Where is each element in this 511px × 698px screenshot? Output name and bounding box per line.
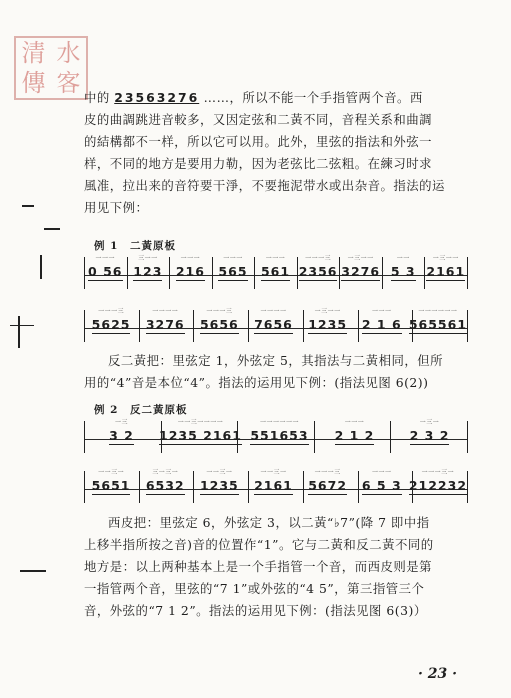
measure	[138, 466, 192, 506]
fingering-marks: 一一一三	[206, 308, 233, 315]
measure	[339, 252, 382, 292]
bar-line	[424, 257, 425, 289]
bar-line	[193, 471, 194, 503]
bar-line	[139, 471, 140, 503]
measure	[425, 252, 468, 292]
fingering-marks: 一一一	[180, 255, 201, 262]
measure-notes: 3 2	[109, 428, 134, 443]
bar-line	[390, 421, 391, 453]
text-line: 皮的曲調跳进音較多，又因定弦和二黃不同，音程关系和曲調	[84, 112, 433, 127]
measure-notes: 2161	[254, 478, 293, 493]
measure	[301, 305, 355, 345]
example-1-staff-2	[84, 305, 467, 345]
bar-line	[84, 421, 85, 453]
bar-line	[193, 310, 194, 342]
measure-notes: 565	[218, 264, 248, 279]
measure-notes: 2 3 2	[409, 428, 450, 443]
collector-seal	[14, 36, 88, 100]
jianpu-notes: 23563276	[114, 90, 200, 105]
bar-line	[467, 421, 468, 453]
bar-line	[84, 471, 85, 503]
measure-notes: 2356	[298, 264, 338, 279]
measure	[159, 416, 242, 456]
seal-char: 水	[56, 39, 81, 67]
fingering-marks: 一一一三	[98, 308, 125, 315]
measure-notes: 7656	[254, 317, 293, 332]
measure-notes: 5625	[91, 317, 131, 332]
fingering-marks: 一一一一	[152, 308, 179, 315]
measure-notes: 1235 2161	[159, 428, 242, 443]
text-line: 風准，拉出来的音符要干淨，不要拖泥带水或出杂音。指法的运	[84, 178, 445, 193]
bar-line	[303, 471, 304, 503]
measure	[84, 252, 127, 292]
fingering-marks: 一一三一	[260, 469, 287, 476]
measure	[192, 466, 246, 506]
bar-line	[297, 257, 298, 289]
margin-mark	[44, 228, 60, 230]
example-2-staff-1	[84, 416, 467, 456]
bar-line	[339, 257, 340, 289]
paragraph-3	[84, 512, 464, 622]
measure	[138, 305, 192, 345]
measure	[127, 252, 170, 292]
fingering-marks: 一一三一一一一	[177, 419, 224, 426]
example-2-label: 例 2 反二黃原板	[94, 404, 188, 416]
example-2-staff-2	[84, 466, 467, 506]
fingering-marks: 一一一三	[314, 469, 341, 476]
fingering-marks: 一一一	[95, 255, 116, 262]
text-line: 的結構都不一样，所以它可以用。此外，里弦的指法和外弦一	[84, 134, 433, 149]
measure-notes: 216	[175, 264, 205, 279]
seal-char: 清	[21, 39, 46, 67]
measure-notes: 3276	[145, 317, 185, 332]
text-line: 样，不同的地方是要用力勒，因为老弦比二弦粗。在練习时求	[84, 156, 433, 171]
fingering-marks: 一一一一一一	[259, 419, 299, 426]
measure-notes: 2161	[426, 264, 466, 279]
bar-line	[139, 310, 140, 342]
bar-line	[412, 471, 413, 503]
measure	[84, 466, 138, 506]
measure	[409, 466, 467, 506]
measure	[242, 416, 317, 456]
bar-line	[248, 471, 249, 503]
fingering-marks: 一三一一	[432, 255, 459, 262]
fingering-marks: 一三一	[419, 419, 440, 426]
measure	[317, 416, 392, 456]
measure-notes: 6532	[145, 478, 185, 493]
measure-notes: 5656	[199, 317, 239, 332]
text-line: 一指管两个音，里弦的“7 1”或外弦的“4 5”，第三指管三个	[84, 581, 425, 596]
measure	[355, 466, 409, 506]
fingering-marks: 三一一	[138, 255, 158, 262]
fingering-marks: 一一一	[223, 255, 243, 262]
bar-line	[212, 257, 213, 289]
measure	[192, 305, 246, 345]
measure-notes: 561	[260, 264, 291, 279]
bar-line	[314, 421, 315, 453]
fingering-marks: 一一三一	[206, 469, 233, 476]
bar-line	[412, 310, 413, 342]
measure	[212, 252, 255, 292]
text-line: 音，外弦的“7 1 2”。指法的运用见下例：(指法见图 6(3)）	[84, 603, 427, 618]
measure	[84, 416, 159, 456]
bar-line	[254, 257, 255, 289]
text-line: 上移半指所按之音)音的位置作“1”。它与二黃和反二黃不同的	[84, 537, 434, 552]
text-line-prefix: 中的	[84, 90, 110, 105]
margin-mark	[18, 316, 20, 348]
fingering-marks: 一三一一	[347, 255, 374, 262]
bar-line	[358, 310, 359, 342]
bar-line	[84, 310, 85, 342]
measure	[297, 252, 340, 292]
fingering-marks: 一一一	[372, 469, 392, 476]
margin-mark	[20, 570, 46, 572]
text-line: 反二黃把：里弦定 1，外弦定 5，其指法与二黃相同，但所	[108, 353, 444, 368]
fingering-marks: 一三一一	[314, 308, 341, 315]
fingering-marks: 一一一一一一	[418, 308, 458, 315]
fingering-marks: 一一一一	[260, 308, 287, 315]
fingering-marks: 一一一三一	[421, 469, 455, 476]
measure-notes: 2 1 6	[361, 317, 402, 332]
measure-notes: 1235	[308, 317, 348, 332]
bar-line	[467, 257, 468, 289]
measure	[246, 305, 300, 345]
fingering-marks: 一一三一	[98, 469, 125, 476]
page-number: · 23 ·	[418, 666, 457, 682]
measure-notes: 212232	[408, 478, 468, 493]
measure-notes: 2 1 2	[334, 428, 375, 443]
fingering-marks: 一一一	[265, 255, 286, 262]
margin-mark	[10, 325, 34, 326]
fingering-marks: 一一一	[344, 419, 365, 426]
measure-notes: 6 5 3	[361, 478, 402, 493]
measure	[84, 305, 138, 345]
measure-notes: 1235	[199, 478, 239, 493]
measure	[169, 252, 212, 292]
bar-line	[467, 310, 468, 342]
text-line-suffix: ……，所以不能一个手指管两个音。西	[203, 90, 423, 105]
example-1-label: 例 1 二黃原板	[94, 240, 176, 252]
paragraph-1	[84, 87, 464, 219]
measure	[301, 466, 355, 506]
fingering-marks: 一三	[115, 419, 129, 426]
bar-line	[84, 257, 85, 289]
text-line: 用的“4”音是本位“4”。指法的运用见下例：(指法见图 6(2))	[84, 375, 429, 390]
margin-mark	[40, 255, 42, 279]
bar-line	[358, 471, 359, 503]
measure	[254, 252, 297, 292]
fingering-marks: 三一三一	[152, 469, 179, 476]
measure-notes: 0 56	[88, 264, 123, 279]
bar-line	[127, 257, 128, 289]
fingering-marks: 一一一三	[305, 255, 332, 262]
text-line: 地方是：以上两种基本上是一个手指管一个音，而西皮则是第	[84, 559, 433, 574]
paragraph-2	[84, 350, 464, 394]
text-line: 西皮把：里弦定 6，外弦定 3，以二黃“♭7”(降 7 即中指	[108, 515, 430, 530]
bar-line	[248, 310, 249, 342]
measure	[382, 252, 425, 292]
measure	[392, 416, 467, 456]
bar-line	[382, 257, 383, 289]
measure-notes: 5 3	[390, 264, 416, 279]
bar-line	[169, 257, 170, 289]
measure-notes: 123	[133, 264, 163, 279]
measure	[409, 305, 467, 345]
measure-notes: 551653	[250, 428, 309, 443]
measure-notes: 3276	[341, 264, 381, 279]
bar-line	[237, 421, 238, 453]
text-line: 用见下例：	[84, 200, 149, 215]
fingering-marks: 一一	[396, 255, 410, 262]
measure-notes: 5651	[91, 478, 131, 493]
seal-char: 傳	[21, 69, 46, 97]
text-line	[84, 87, 464, 109]
bar-line	[161, 421, 162, 453]
example-1-staff-1	[84, 252, 467, 292]
margin-mark	[22, 205, 34, 207]
bar-line	[467, 471, 468, 503]
measure	[355, 305, 409, 345]
measure-notes: 565561	[408, 317, 468, 332]
fingering-marks: 一一一	[372, 308, 392, 315]
bar-line	[303, 310, 304, 342]
seal-char: 客	[56, 69, 81, 97]
measure	[246, 466, 300, 506]
measure-notes: 5672	[308, 478, 348, 493]
